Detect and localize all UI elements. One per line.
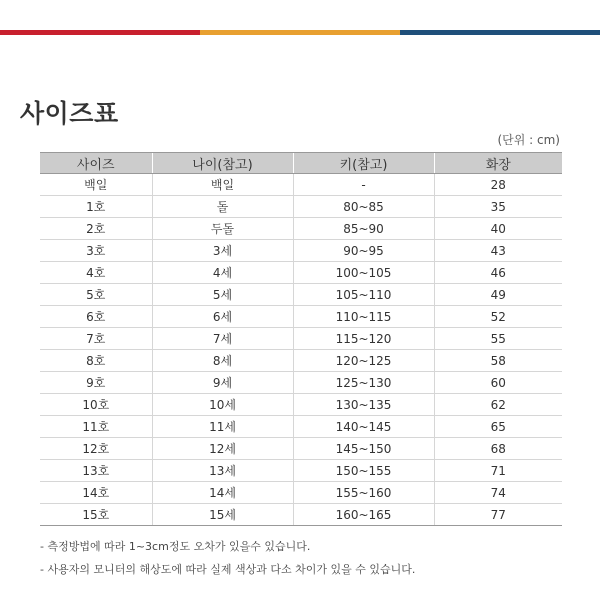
size-cell: 6호 xyxy=(40,306,152,328)
size-cell: 11호 xyxy=(40,416,152,438)
table-row xyxy=(40,372,562,394)
header-size: 사이즈 xyxy=(40,153,152,174)
sleeve-cell: 28 xyxy=(434,174,562,196)
age-cell: 6세 xyxy=(152,306,293,328)
sleeve-cell: 65 xyxy=(434,416,562,438)
height-cell: 115~120 xyxy=(293,328,434,350)
top-bar-blue-segment xyxy=(400,30,600,35)
size-cell: 7호 xyxy=(40,328,152,350)
table-row xyxy=(40,394,562,416)
height-cell: 100~105 xyxy=(293,262,434,284)
age-cell: 3세 xyxy=(152,240,293,262)
age-cell: 11세 xyxy=(152,416,293,438)
table-row xyxy=(40,218,562,240)
height-cell: 105~110 xyxy=(293,284,434,306)
size-table xyxy=(40,152,562,526)
age-cell: 10세 xyxy=(152,394,293,416)
table-row xyxy=(40,240,562,262)
age-cell: 7세 xyxy=(152,328,293,350)
top-color-bar xyxy=(0,30,600,35)
age-cell: 5세 xyxy=(152,284,293,306)
size-cell: 백일 xyxy=(40,174,152,196)
size-cell: 13호 xyxy=(40,460,152,482)
age-cell: 8세 xyxy=(152,350,293,372)
size-cell: 12호 xyxy=(40,438,152,460)
sleeve-cell: 35 xyxy=(434,196,562,218)
size-cell: 14호 xyxy=(40,482,152,504)
height-cell: 85~90 xyxy=(293,218,434,240)
sleeve-cell: 52 xyxy=(434,306,562,328)
table-row xyxy=(40,350,562,372)
size-cell: 8호 xyxy=(40,350,152,372)
age-cell: 13세 xyxy=(152,460,293,482)
age-cell: 9세 xyxy=(152,372,293,394)
top-bar-yellow-segment xyxy=(200,30,400,35)
table-row xyxy=(40,196,562,218)
table-row xyxy=(40,328,562,350)
note-measurement: - 측정방법에 따라 1~3cm정도 오차가 있을수 있습니다. xyxy=(40,540,311,553)
age-cell: 14세 xyxy=(152,482,293,504)
note-monitor: - 사용자의 모니터의 해상도에 따라 실제 색상과 다소 차이가 있을 수 있습니다. xyxy=(40,563,416,576)
sleeve-cell: 71 xyxy=(434,460,562,482)
table-row xyxy=(40,174,562,196)
age-cell: 15세 xyxy=(152,504,293,526)
size-cell: 2호 xyxy=(40,218,152,240)
height-cell: 150~155 xyxy=(293,460,434,482)
table-row xyxy=(40,460,562,482)
table-body xyxy=(40,174,562,526)
table-row xyxy=(40,262,562,284)
height-cell: 120~125 xyxy=(293,350,434,372)
height-cell: 145~150 xyxy=(293,438,434,460)
size-cell: 5호 xyxy=(40,284,152,306)
sleeve-cell: 68 xyxy=(434,438,562,460)
height-cell: 90~95 xyxy=(293,240,434,262)
size-cell: 3호 xyxy=(40,240,152,262)
height-cell: 80~85 xyxy=(293,196,434,218)
table-row xyxy=(40,438,562,460)
sleeve-cell: 55 xyxy=(434,328,562,350)
size-cell: 9호 xyxy=(40,372,152,394)
table-header-row xyxy=(40,153,562,174)
sleeve-cell: 58 xyxy=(434,350,562,372)
sleeve-cell: 49 xyxy=(434,284,562,306)
height-cell: 130~135 xyxy=(293,394,434,416)
sleeve-cell: 46 xyxy=(434,262,562,284)
size-cell: 4호 xyxy=(40,262,152,284)
notes xyxy=(40,540,415,586)
age-cell: 12세 xyxy=(152,438,293,460)
sleeve-cell: 77 xyxy=(434,504,562,526)
page-title: 사이즈표 xyxy=(20,99,119,128)
size-cell: 15호 xyxy=(40,504,152,526)
height-cell: 160~165 xyxy=(293,504,434,526)
sleeve-cell: 74 xyxy=(434,482,562,504)
table-row xyxy=(40,284,562,306)
height-cell: - xyxy=(293,174,434,196)
height-cell: 155~160 xyxy=(293,482,434,504)
header-sleeve: 화장 xyxy=(434,153,562,174)
header-age: 나이(참고) xyxy=(152,153,293,174)
table-row xyxy=(40,482,562,504)
unit-note: (단위 : cm) xyxy=(497,133,560,147)
size-cell: 1호 xyxy=(40,196,152,218)
height-cell: 110~115 xyxy=(293,306,434,328)
age-cell: 4세 xyxy=(152,262,293,284)
table-row xyxy=(40,306,562,328)
age-cell: 백일 xyxy=(152,174,293,196)
height-cell: 140~145 xyxy=(293,416,434,438)
table-row xyxy=(40,504,562,526)
height-cell: 125~130 xyxy=(293,372,434,394)
top-bar-red-segment xyxy=(0,30,200,35)
sleeve-cell: 40 xyxy=(434,218,562,240)
table-row xyxy=(40,416,562,438)
age-cell: 두돌 xyxy=(152,218,293,240)
header-height: 키(참고) xyxy=(293,153,434,174)
age-cell: 돌 xyxy=(152,196,293,218)
sleeve-cell: 60 xyxy=(434,372,562,394)
sleeve-cell: 43 xyxy=(434,240,562,262)
size-cell: 10호 xyxy=(40,394,152,416)
sleeve-cell: 62 xyxy=(434,394,562,416)
